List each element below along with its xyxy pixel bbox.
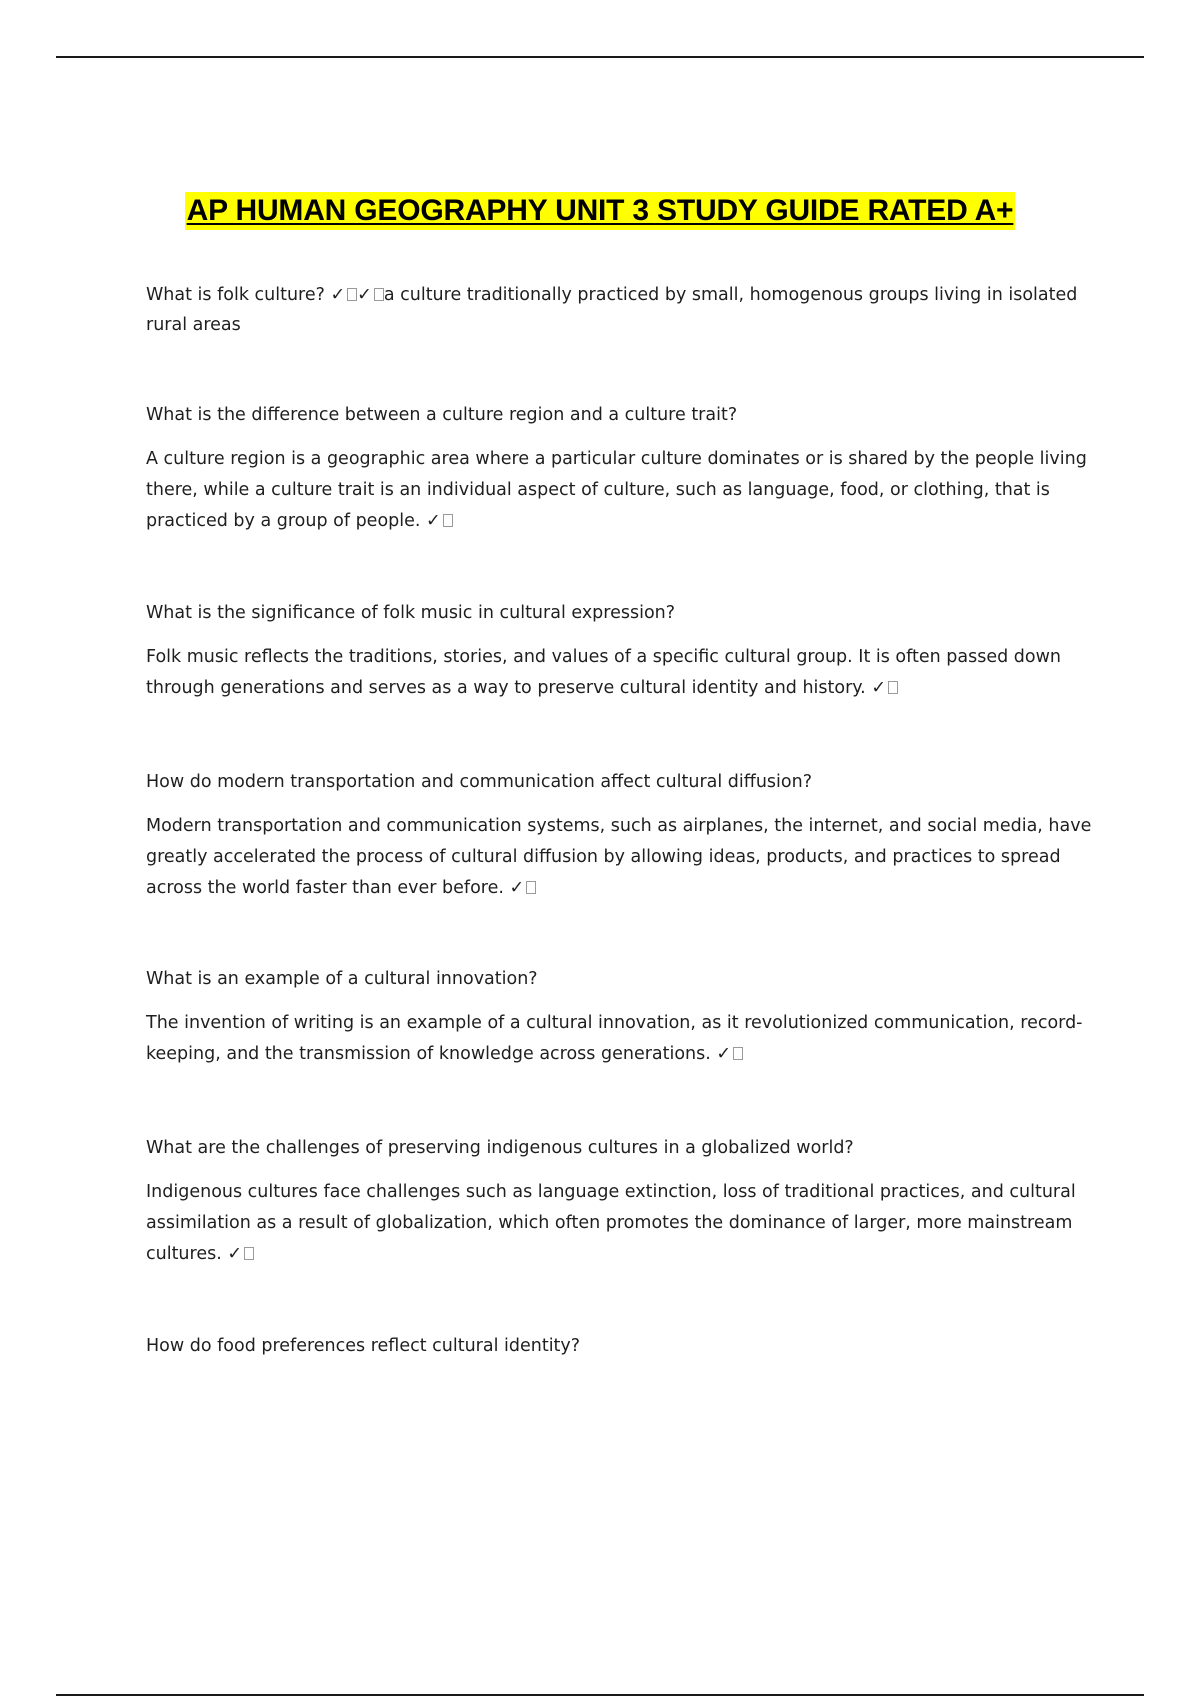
- question-text: How do food preferences reflect cultural identity?: [146, 1336, 581, 1356]
- qa-item-folk-culture: [146, 280, 1096, 340]
- placeholder-box-icon: [526, 881, 536, 894]
- question-text: What is folk culture?: [146, 285, 325, 305]
- answer-paragraph: [146, 642, 1096, 704]
- question-text: What is an example of a cultural innovation?: [146, 969, 538, 989]
- answer-text: Modern transportation and communication systems, such as airplanes, the internet, and social media, have greatly accelerated the process of cultural diffusion by allowing ideas, products, and practices to spread across the world faster than ever before.: [146, 816, 1092, 898]
- check-mark-icon: ✓: [227, 1244, 243, 1264]
- qa-item-folk-music: [146, 598, 1096, 704]
- question-text: What is the difference between a culture region and a culture trait?: [146, 405, 738, 425]
- answer-paragraph: [146, 1177, 1096, 1270]
- bottom-rule: [56, 1694, 1144, 1696]
- placeholder-box-icon: [443, 514, 453, 527]
- answer-text: Folk music reflects the traditions, stories, and values of a specific cultural group. It is often passed down through generations and serves as a way to preserve cultural identity and history.: [146, 647, 1061, 698]
- answer-text: a culture traditionally practiced by small, homogenous groups living in isolated rural areas: [146, 285, 1078, 335]
- placeholder-box-icon: [374, 288, 384, 301]
- qa-item-food-preferences: [146, 1331, 1096, 1375]
- qa-item-cultural-innovation: [146, 964, 1096, 1070]
- answer-paragraph: [146, 1008, 1096, 1070]
- answer-paragraph: [146, 811, 1096, 904]
- placeholder-box-icon: [347, 288, 357, 301]
- placeholder-box-icon: [733, 1047, 743, 1060]
- qa-item-indigenous-cultures: [146, 1133, 1096, 1270]
- answer-paragraph: [146, 444, 1096, 537]
- title-container: [0, 192, 1200, 230]
- question-text: What is the significance of folk music in cultural expression?: [146, 603, 676, 623]
- qa-item-culture-region: [146, 400, 1096, 537]
- qa-item-transportation: [146, 767, 1096, 904]
- check-mark-icon: ✓: [871, 678, 886, 698]
- placeholder-box-icon: [888, 681, 898, 694]
- check-mark-icon: ✓: [330, 285, 346, 305]
- placeholder-box-icon: [244, 1247, 254, 1260]
- top-rule: [56, 56, 1144, 58]
- question-text: What are the challenges of preserving indigenous cultures in a globalized world?: [146, 1138, 854, 1158]
- document-title: AP HUMAN GEOGRAPHY UNIT 3 STUDY GUIDE RATED A+: [185, 192, 1016, 230]
- question-text: How do modern transportation and communication affect cultural diffusion?: [146, 772, 812, 792]
- answer-text: A culture region is a geographic area where a particular culture dominates or is shared by the people living there, while a culture trait is an individual aspect of culture, such as language, food, or clothing, that is practiced by a group of people.: [146, 449, 1087, 531]
- answer-text: Indigenous cultures face challenges such as language extinction, loss of traditional practices, and cultural assimilation as a result of globalization, which often promotes the dominance of larger, more mainstream cultures.: [146, 1182, 1076, 1264]
- answer-text: The invention of writing is an example of a cultural innovation, as it revolutionized communication, record-keeping, and the transmission of knowledge across generations.: [146, 1013, 1083, 1064]
- check-mark-icon: ✓: [357, 285, 372, 305]
- check-mark-icon: ✓: [716, 1044, 732, 1064]
- check-mark-icon: ✓: [509, 878, 525, 898]
- check-mark-icon: ✓: [426, 511, 441, 531]
